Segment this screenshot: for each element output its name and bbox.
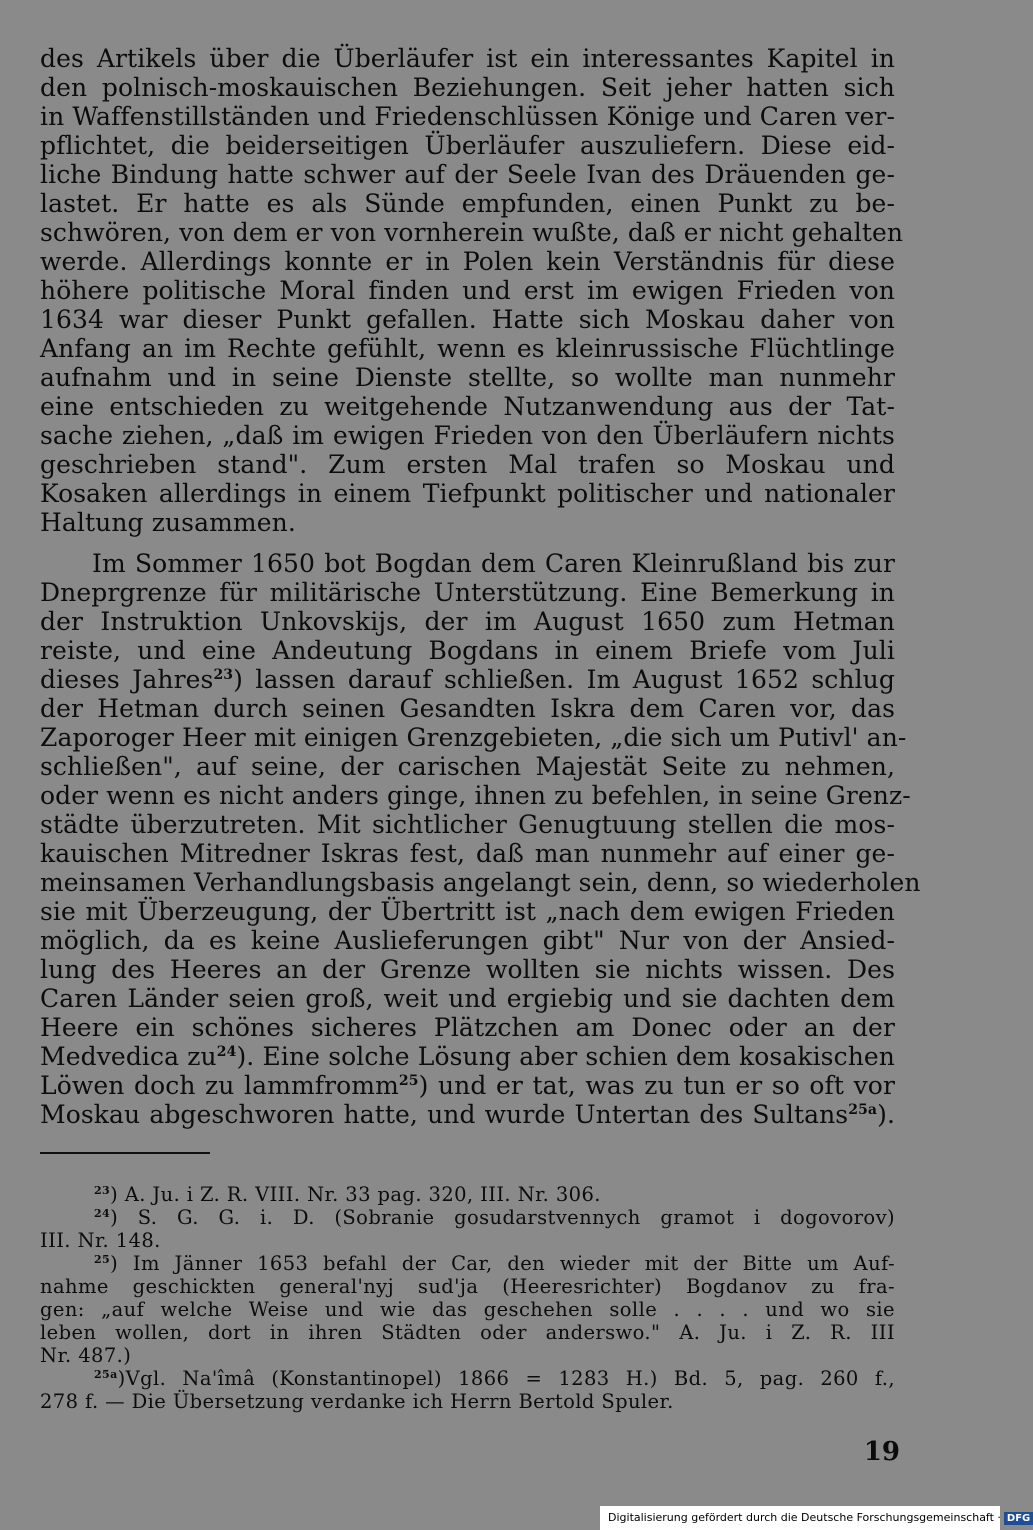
text-line: Dneprgrenze für militärische Unterstützung. Eine Bemerkung in [40,578,895,607]
footnote-ref-25a: 25a [848,1102,878,1118]
digitization-footer [600,1506,1031,1530]
footnote-25a [94,1367,895,1390]
footnote-text: )Vgl. Na'îmâ (Konstantinopel) 1866 = 1283 H.) Bd. 5, pag. 260 f., [117,1367,895,1390]
text-line: den polnisch-moskauischen Beziehungen. Seit jeher hatten sich [40,73,895,102]
footnote-ref-25: 25 [398,1073,419,1089]
text-line: geschrieben stand". Zum ersten Mal trafen so Moskau und [40,450,895,479]
text-line: städte überzutreten. Mit sichtlicher Genugtuung stellen die mos- [40,810,895,839]
footnote-text: leben wollen, dort in ihren Städten oder anderswo." A. Ju. i Z. R. III [40,1321,895,1344]
text-run: ) und er tat, was zu tun er so oft vor [418,1071,895,1100]
text-line: liche Bindung hatte schwer auf der Seele Ivan des Dräuenden ge- [40,160,895,189]
text-line: aufnahm und in seine Dienste stellte, so wollte man nunmehr [40,363,895,392]
text-line: schließen", auf seine, der carischen Majestät Seite zu nehmen, [40,752,895,781]
text-line: sache ziehen, „daß im ewigen Frieden von den Überläufern nichts [40,421,895,450]
text-line: höhere politische Moral finden und erst im ewigen Frieden von [40,276,895,305]
text-line: eine entschieden zu weitgehende Nutzanwendung aus der Tat- [40,392,895,421]
text-line: lastet. Er hatte es als Sünde empfunden, einen Punkt zu be- [40,189,895,218]
text-line: Anfang an im Rechte gefühlt, wenn es kleinrussische Flüchtlinge [40,334,895,363]
text-run: ) lassen darauf schließen. Im August 1652 schlug [233,665,895,694]
footnote-text: 278 f. — Die Übersetzung verdanke ich Herrn Bertold Spuler. [40,1390,674,1413]
footnote-24 [94,1206,895,1229]
text-line: der Hetman durch seinen Gesandten Iskra dem Caren vor, das [40,694,895,723]
footnote-text: III. Nr. 148. [40,1229,161,1252]
text-line: lung des Heeres an der Grenze wollten sie nichts wissen. Des [40,955,895,984]
text-run: Löwen doch zu lammfromm [40,1071,399,1100]
footnote-ref-24: 24 [216,1044,237,1060]
text-line: möglich, da es keine Auslieferungen gibt" Nur von der Ansied- [40,926,895,955]
text-line: Heere ein schönes sicheres Plätzchen am Donec oder an der [40,1013,895,1042]
page-number: 19 [863,1437,900,1467]
footnote-23 [94,1183,895,1206]
text-run: ). [877,1100,895,1129]
footnote-25 [94,1252,895,1275]
footnote-text: Nr. 487.) [40,1344,132,1367]
text-line [40,665,895,694]
text-line: Im Sommer 1650 bot Bogdan dem Caren Kleinrußland bis zur [92,549,895,578]
footnote-text: ) Im Jänner 1653 befahl der Car, den wieder mit der Bitte um Auf- [110,1252,895,1275]
footnote-text: gen: „auf welche Weise und wie das geschehen solle . . . . und wo sie [40,1298,895,1321]
text-line: Zaporoger Heer mit einigen Grenzgebieten, „die sich um Putivl' an- [40,723,907,752]
text-run: Moskau abgeschworen hatte, und wurde Untertan des Sultans [40,1100,849,1129]
footnote-mark: 24 [94,1207,111,1220]
text-line: reiste, und eine Andeutung Bogdans in einem Briefe vom Juli [40,636,895,665]
text-line [40,1042,895,1071]
text-line: schwören, von dem er von vornherein wußte, daß er nicht gehalten [40,218,904,247]
text-line: werde. Allerdings konnte er in Polen kein Verständnis für diese [40,247,895,276]
dfg-logo: DFG [1004,1512,1033,1525]
text-line: des Artikels über die Überläufer ist ein interessantes Kapitel in [40,44,895,73]
footnote-divider [40,1152,210,1154]
footnote-mark: 25a [94,1368,118,1381]
text-line: meinsamen Verhandlungsbasis angelangt sein, denn, so wiederholen [40,868,921,897]
text-line: Haltung zusammen. [40,508,296,537]
text-line [40,1100,895,1129]
text-run: ). Eine solche Lösung aber schien dem kosakischen [236,1042,895,1071]
footnote-mark: 23 [94,1184,111,1197]
text-line: in Waffenstillständen und Friedenschlüssen Könige und Caren ver- [40,102,895,131]
footnote-mark: 25 [94,1253,111,1266]
text-line: der Instruktion Unkovskijs, der im August 1650 zum Hetman [40,607,895,636]
text-line: 1634 war dieser Punkt gefallen. Hatte sich Moskau daher von [40,305,895,334]
footnote-ref-23: 23 [213,667,234,683]
text-line: pflichtet, die beiderseitigen Überläufer auszuliefern. Diese eid- [40,131,895,160]
text-run: dieses Jahres [40,665,214,694]
text-run: Medvedica zu [40,1042,217,1071]
text-line: Kosaken allerdings in einem Tiefpunkt politischer und nationaler [40,479,895,508]
text-line [40,1071,895,1100]
footnote-text: nahme geschickten general'nyj sud'ja (Heeresrichter) Bogdanov zu fra- [40,1275,895,1298]
footnote-text: ) S. G. G. i. D. (Sobranie gosudarstvennych gramot i dogovorov) [110,1206,895,1229]
footer-text: Digitalisierung gefördert durch die Deutsche Forschungsgemeinschaft · [608,1511,1001,1524]
text-line: oder wenn es nicht anders ginge, ihnen zu befehlen, in seine Grenz- [40,781,911,810]
text-line: Caren Länder seien groß, weit und ergiebig und sie dachten dem [40,984,895,1013]
text-line: kauischen Mitredner Iskras fest, daß man nunmehr auf einer ge- [40,839,895,868]
text-line: sie mit Überzeugung, der Übertritt ist „nach dem ewigen Frieden [40,897,895,926]
footnote-text: ) A. Ju. i Z. R. VIII. Nr. 33 pag. 320, III. Nr. 306. [110,1183,601,1206]
